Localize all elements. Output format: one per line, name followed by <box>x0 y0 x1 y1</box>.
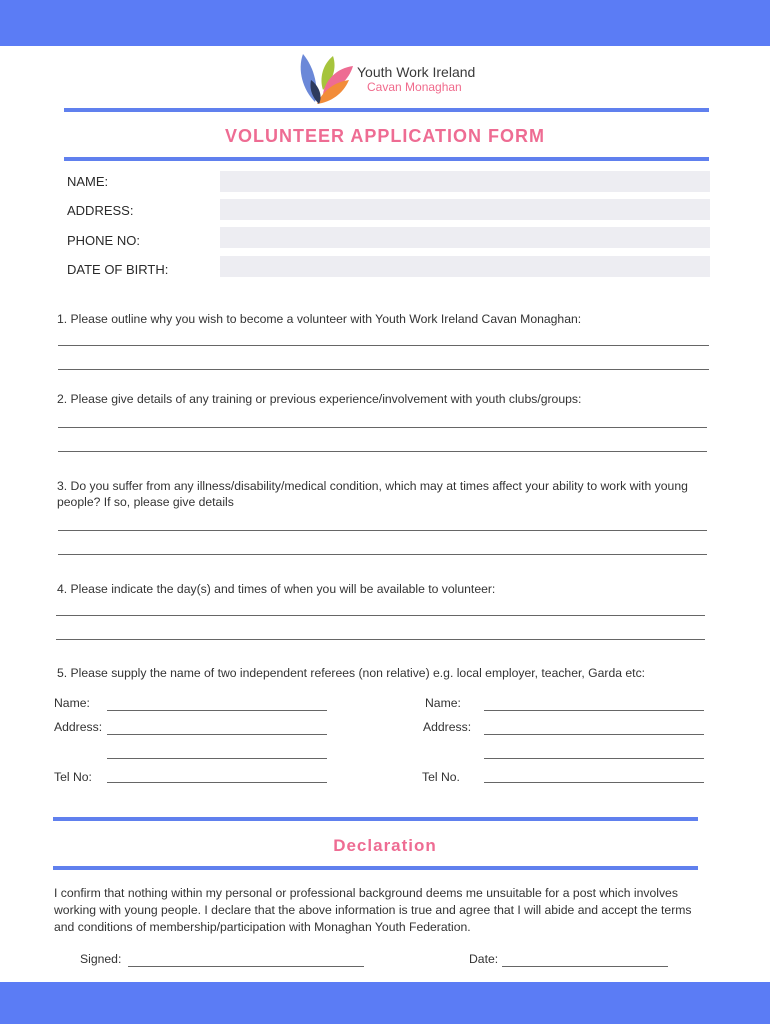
divider <box>64 108 709 112</box>
dob-field[interactable] <box>220 256 710 277</box>
question-5: 5. Please supply the name of two independent referees (non relative) e.g. local employer, teacher, Garda etc: <box>57 666 646 680</box>
referee1-address-label: Address: <box>54 720 103 734</box>
page-title: VOLUNTEER APPLICATION FORM <box>225 126 545 146</box>
logo-leaf-icon <box>293 50 355 106</box>
referee2-tel-label: Tel No. <box>422 770 460 784</box>
name-label: NAME: <box>67 174 109 189</box>
answer-line[interactable] <box>58 345 709 346</box>
divider <box>53 866 698 870</box>
answer-line[interactable] <box>58 530 707 531</box>
divider <box>53 817 698 821</box>
signed-label: Signed: <box>80 952 122 966</box>
date-line[interactable] <box>502 966 668 967</box>
logo-region: Cavan Monaghan <box>367 80 462 94</box>
name-field[interactable] <box>220 171 710 192</box>
referee2-tel-line[interactable] <box>484 782 704 783</box>
referee2-address-line[interactable] <box>484 734 704 735</box>
question-3: 3. Do you suffer from any illness/disability/medical condition, which may at times affect your ability to work with young people? If so, please give details <box>57 479 688 509</box>
referee2-name-label: Name: <box>425 696 461 710</box>
date-label: Date: <box>469 952 499 966</box>
question-1: 1. Please outline why you wish to become a volunteer with Youth Work Ireland Cavan Monaghan: <box>57 312 582 326</box>
top-band <box>0 0 770 46</box>
address-field[interactable] <box>220 199 710 220</box>
referee1-name-line[interactable] <box>107 710 327 711</box>
referee2-address-line[interactable] <box>484 758 704 759</box>
referee1-name-label: Name: <box>54 696 90 710</box>
referee2-name-line[interactable] <box>484 710 704 711</box>
answer-line[interactable] <box>58 369 709 370</box>
dob-label: DATE OF BIRTH: <box>67 262 169 277</box>
question-2: 2. Please give details of any training or previous experience/involvement with youth clubs/groups: <box>57 392 582 406</box>
referee1-tel-label: Tel No: <box>54 770 92 784</box>
phone-label: PHONE NO: <box>67 233 140 248</box>
signature-line[interactable] <box>128 966 364 967</box>
question-4: 4. Please indicate the day(s) and times of when you will be available to volunteer: <box>57 582 496 596</box>
referee1-address-line[interactable] <box>107 758 327 759</box>
answer-line[interactable] <box>58 554 707 555</box>
referee1-tel-line[interactable] <box>107 782 327 783</box>
answer-line[interactable] <box>58 451 707 452</box>
referee2-address-label: Address: <box>423 720 472 734</box>
bottom-band <box>0 982 770 1024</box>
phone-field[interactable] <box>220 227 710 248</box>
address-label: ADDRESS: <box>67 203 134 218</box>
divider <box>64 157 709 161</box>
declaration-text: I confirm that nothing within my personal or professional background deems me unsuitable for a post which involves working with young people. I declare that the above information is true and agree that I will abide and accept the terms and conditions of membership/participation with Monaghan Youth Federation. <box>54 886 692 934</box>
logo <box>293 50 493 106</box>
answer-line[interactable] <box>56 615 705 616</box>
referee1-address-line[interactable] <box>107 734 327 735</box>
logo-name: Youth Work Ireland <box>357 64 476 80</box>
answer-line[interactable] <box>56 639 705 640</box>
declaration-title: Declaration <box>333 836 437 855</box>
answer-line[interactable] <box>58 427 707 428</box>
